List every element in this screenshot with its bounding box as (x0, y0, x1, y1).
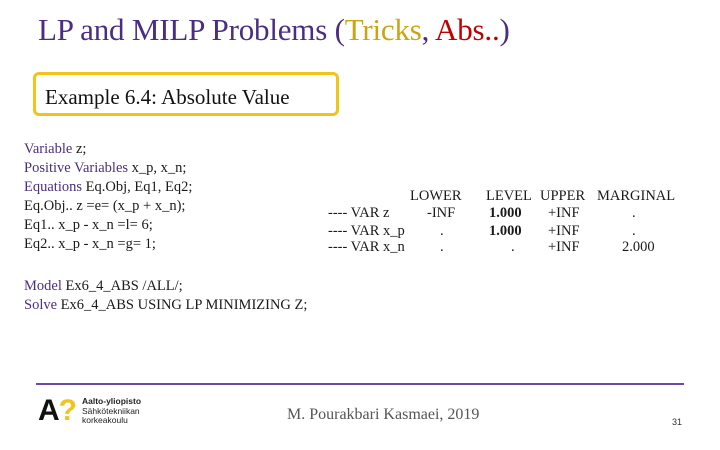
header-marginal: MARGINAL (597, 188, 676, 204)
cell-level: . (511, 239, 515, 255)
header-upper: UPPER (540, 188, 586, 204)
cell-level: 1.000 (489, 205, 522, 221)
cell-upper: +INF (548, 239, 580, 255)
title-part1: LP and MILP Problems ( (38, 12, 345, 47)
cell-marginal: 2.000 (622, 239, 655, 255)
code-keyword: Model (24, 278, 62, 294)
cell-upper: +INF (548, 205, 580, 221)
title-abs: Abs.. (435, 12, 500, 47)
cell-lower: . (440, 239, 444, 255)
footer-author: M. Pourakbari Kasmaei, 2019 (287, 406, 480, 423)
page-number: 31 (672, 417, 683, 427)
aalto-logo-mark (38, 394, 76, 428)
logo-question-mark: ? (58, 394, 76, 427)
logo-line: Aalto-yliopisto (82, 396, 142, 406)
cell-level: 1.000 (489, 223, 522, 239)
logo-letter: A (38, 394, 59, 427)
code-text: Eq.Obj.. z =e= (x_p + x_n); (24, 198, 186, 214)
code-text: Eq2.. x_p - x_n =g= 1; (24, 236, 156, 252)
logo-line: korkeakoulu (82, 415, 128, 425)
logo-text (82, 397, 141, 426)
cell-marginal: . (632, 205, 636, 221)
row-label: ---- VAR z (328, 205, 390, 221)
code-text: Ex6_4_ABS USING LP MINIMIZING Z; (57, 297, 308, 313)
footer-rule (36, 383, 684, 385)
code-keyword: Solve (24, 297, 58, 313)
code-text: Ex6_4_ABS /ALL/; (61, 278, 183, 294)
row-label: ---- VAR x_n (328, 239, 405, 255)
cell-marginal: . (632, 223, 636, 239)
header-level: LEVEL (486, 188, 532, 204)
title-part2: ) (499, 12, 510, 47)
row-label: ---- VAR x_p (328, 223, 405, 239)
cell-upper: +INF (548, 223, 580, 239)
code-text: x_p, x_n; (128, 160, 187, 176)
code-keyword: Equations (24, 179, 82, 195)
code-text: Eq.Obj, Eq1, Eq2; (82, 179, 193, 195)
cell-lower: -INF (427, 205, 456, 221)
logo-line: Sähkötekniikan (82, 405, 140, 416)
example-label: Example 6.4: Absolute Value (45, 85, 290, 109)
code-keyword: Variable (24, 141, 73, 157)
code-text: Eq1.. x_p - x_n =l= 6; (24, 217, 153, 233)
aalto-logo (38, 396, 168, 428)
header-lower: LOWER (410, 188, 462, 204)
code-text: z; (72, 141, 87, 157)
title-tricks: Tricks (344, 12, 422, 47)
cell-lower: . (440, 223, 444, 239)
title-comma: , (421, 12, 436, 47)
code-keyword: Positive Variables (24, 160, 129, 176)
